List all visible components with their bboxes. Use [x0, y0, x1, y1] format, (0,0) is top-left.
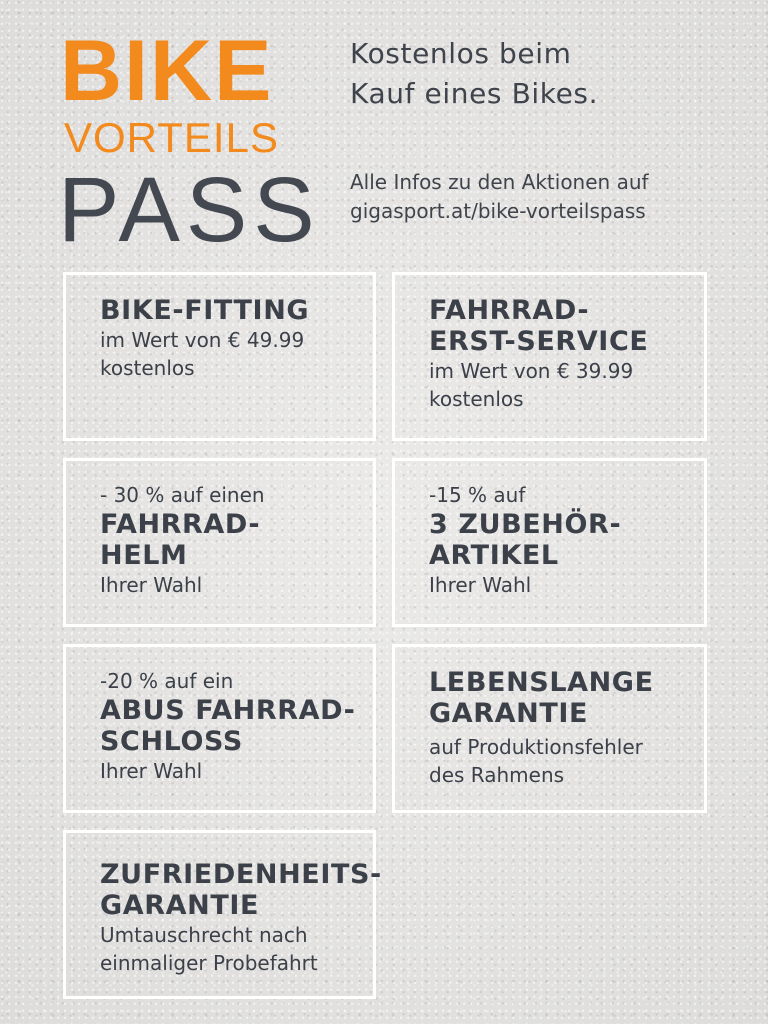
tagline-line-2: Kauf eines Bikes. [350, 77, 599, 110]
card-text: kostenlos [429, 387, 524, 411]
card-discount: - 30 % auf einen [100, 483, 265, 507]
info-text [350, 168, 649, 226]
card-title: BIKE-FITTING [100, 295, 310, 326]
card-title: LEBENSLANGE [429, 667, 654, 698]
card-title: FAHRRAD- [429, 295, 590, 326]
info-line-2: gigasport.at/bike-vorteilspass [350, 199, 646, 223]
card-text: Ihrer Wahl [100, 759, 203, 783]
card-title: ERST-SERVICE [429, 326, 649, 357]
benefit-card-zubehoer [392, 458, 707, 627]
tagline [350, 34, 598, 114]
card-title: ARTIKEL [429, 540, 559, 571]
logo-pass-text: PASS [58, 159, 321, 261]
card-title: ABUS FAHRRAD- [100, 695, 356, 726]
card-title: GARANTIE [100, 890, 260, 921]
card-text: Ihrer Wahl [100, 573, 203, 597]
tagline-line-1: Kostenlos beim [350, 37, 572, 70]
logo-bike-text: BIKE [60, 23, 274, 119]
card-discount: -20 % auf ein [100, 669, 234, 693]
benefit-card-bike-fitting [63, 272, 376, 441]
card-title: HELM [100, 540, 188, 571]
benefit-card-helm [63, 458, 376, 627]
card-text: kostenlos [100, 356, 195, 380]
card-title: GARANTIE [429, 698, 589, 729]
card-title: ZUFRIEDENHEITS- [100, 859, 382, 890]
benefit-card-erst-service [392, 272, 707, 441]
card-text: Umtauschrecht nach [100, 923, 308, 947]
card-discount: -15 % auf [429, 483, 526, 507]
card-text: einmaliger Probefahrt [100, 951, 318, 975]
card-text: des Rahmens [429, 763, 565, 787]
card-text: Ihrer Wahl [429, 573, 532, 597]
card-text: auf Produktionsfehler [429, 735, 643, 759]
card-title: FAHRRAD- [100, 509, 261, 540]
logo-vorteils-text: VORTEILS [64, 114, 279, 161]
card-text: im Wert von € 39.99 [429, 359, 634, 383]
card-text: im Wert von € 49.99 [100, 328, 305, 352]
benefit-card-schloss [63, 644, 376, 813]
card-title: 3 ZUBEHÖR- [429, 509, 622, 540]
card-title: SCHLOSS [100, 726, 243, 757]
benefit-card-zufriedenheit [63, 830, 382, 999]
info-line-1: Alle Infos zu den Aktionen auf [350, 170, 649, 194]
benefit-card-garantie [392, 644, 707, 813]
